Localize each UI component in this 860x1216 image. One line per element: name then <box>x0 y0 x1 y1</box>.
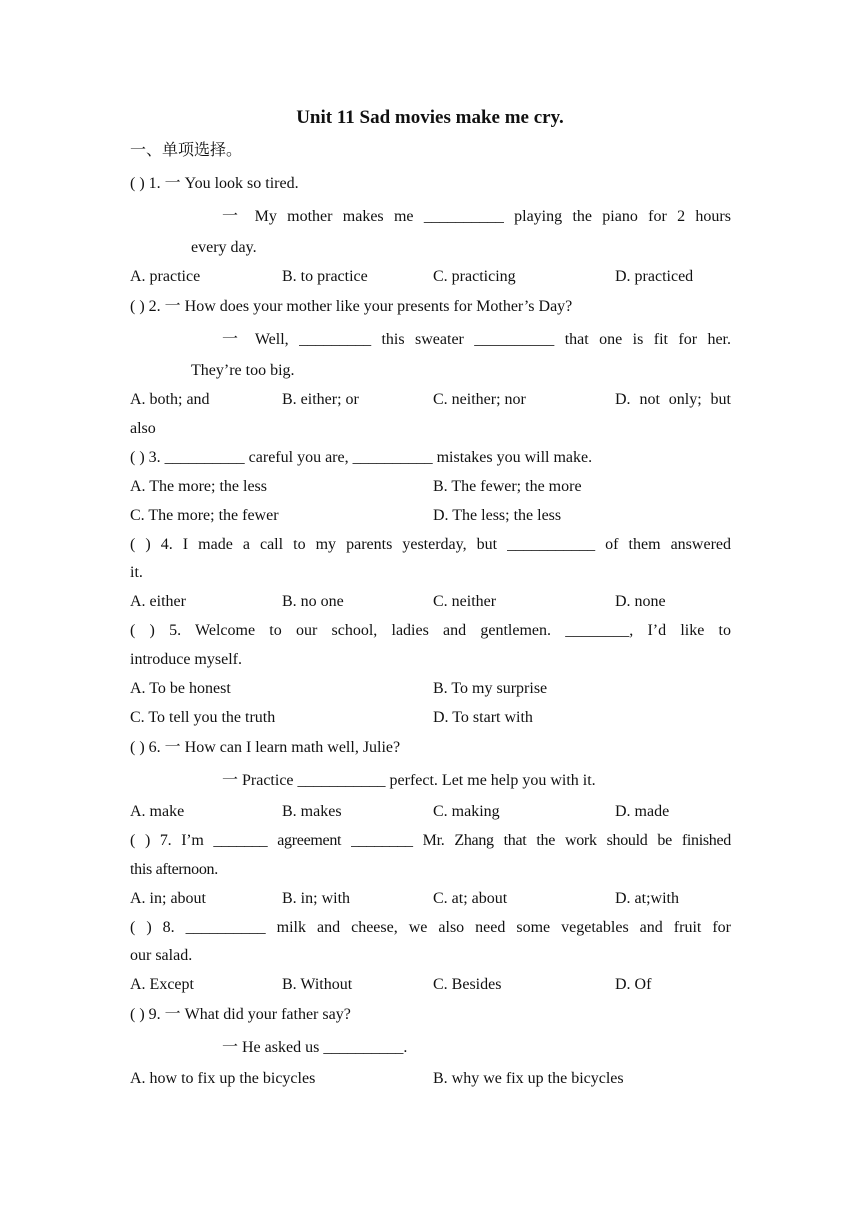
question-5-option-d: D. To start with <box>433 709 533 726</box>
question-1-reply: 一 My mother makes me __________ playing the piano for 2 hours <box>222 208 731 225</box>
question-7-option-d: D. at;with <box>615 890 679 907</box>
question-3-stem: ( ) 3. __________ careful you are, __________ mistakes you will make. <box>130 449 593 466</box>
question-8-option-d: D. Of <box>615 976 652 993</box>
question-4-option-a: A. either <box>130 593 186 610</box>
page-title: Unit 11 Sad movies make me cry. <box>296 107 564 128</box>
question-9-option-b: B. why we fix up the bicycles <box>433 1070 624 1087</box>
question-3-option-c: C. The more; the fewer <box>130 507 279 524</box>
question-1-stem: ( ) 1. 一 You look so tired. <box>130 175 299 192</box>
question-9-option-a: A. how to fix up the bicycles <box>130 1070 316 1087</box>
question-8-stem-cont: our salad. <box>130 947 193 964</box>
question-5-option-a: A. To be honest <box>130 680 231 697</box>
question-3-option-a: A. The more; the less <box>130 478 268 495</box>
question-8-option-b: B. Without <box>282 976 353 993</box>
question-4-option-b: B. no one <box>282 593 344 610</box>
section-heading: 一、单项选择。 <box>130 142 243 159</box>
question-1-option-c: C. practicing <box>433 268 516 285</box>
question-6-reply: 一 Practice ___________ perfect. Let me help you with it. <box>222 772 596 789</box>
question-2-option-d-cont: also <box>130 420 156 437</box>
question-3-option-d: D. The less; the less <box>433 507 562 524</box>
question-2-option-d: D. not only; but <box>615 391 731 408</box>
question-2-option-a: A. both; and <box>130 391 210 408</box>
question-5-stem: ( ) 5. Welcome to our school, ladies and gentlemen. ________, I’d like to <box>130 622 731 639</box>
question-6-option-a: A. make <box>130 803 185 820</box>
question-7-option-b: B. in; with <box>282 890 351 907</box>
question-4-stem: ( ) 4. I made a call to my parents yesterday, but ___________ of them answered <box>130 536 731 553</box>
question-5-stem-cont: introduce myself. <box>130 651 242 668</box>
question-6-option-b: B. makes <box>282 803 342 820</box>
question-2-stem: ( ) 2. 一 How does your mother like your presents for Mother’s Day? <box>130 298 573 315</box>
question-8-option-a: A. Except <box>130 976 194 993</box>
question-1-option-d: D. practiced <box>615 268 694 285</box>
question-3-option-b: B. The fewer; the more <box>433 478 582 495</box>
question-2-reply-cont: They’re too big. <box>191 362 295 379</box>
question-2-reply: 一 Well, _________ this sweater __________ that one is fit for her. <box>222 331 731 348</box>
question-2-option-c: C. neither; nor <box>433 391 526 408</box>
question-1-option-b: B. to practice <box>282 268 368 285</box>
question-8-stem: ( ) 8. __________ milk and cheese, we also need some vegetables and fruit for <box>130 919 731 936</box>
question-9-reply: 一 He asked us __________. <box>222 1039 408 1056</box>
question-5-option-b: B. To my surprise <box>433 680 548 697</box>
question-6-option-d: D. made <box>615 803 670 820</box>
question-5-option-c: C. To tell you the truth <box>130 709 276 726</box>
question-4-option-c: C. neither <box>433 593 497 610</box>
question-6-stem: ( ) 6. 一 How can I learn math well, Julie? <box>130 739 401 756</box>
question-6-option-c: C. making <box>433 803 500 820</box>
question-7-option-a: A. in; about <box>130 890 206 907</box>
question-7-stem-cont: this afternoon. <box>130 861 218 878</box>
question-7-stem: ( ) 7. I’m _______ agreement ________ Mr. Zhang that the work should be finished <box>130 832 731 849</box>
question-1-reply-cont: every day. <box>191 239 257 256</box>
question-4-option-d: D. none <box>615 593 666 610</box>
question-1-option-a: A. practice <box>130 268 201 285</box>
question-7-option-c: C. at; about <box>433 890 508 907</box>
question-2-option-b: B. either; or <box>282 391 359 408</box>
question-4-stem-cont: it. <box>130 564 143 581</box>
question-9-stem: ( ) 9. 一 What did your father say? <box>130 1006 351 1023</box>
question-8-option-c: C. Besides <box>433 976 502 993</box>
